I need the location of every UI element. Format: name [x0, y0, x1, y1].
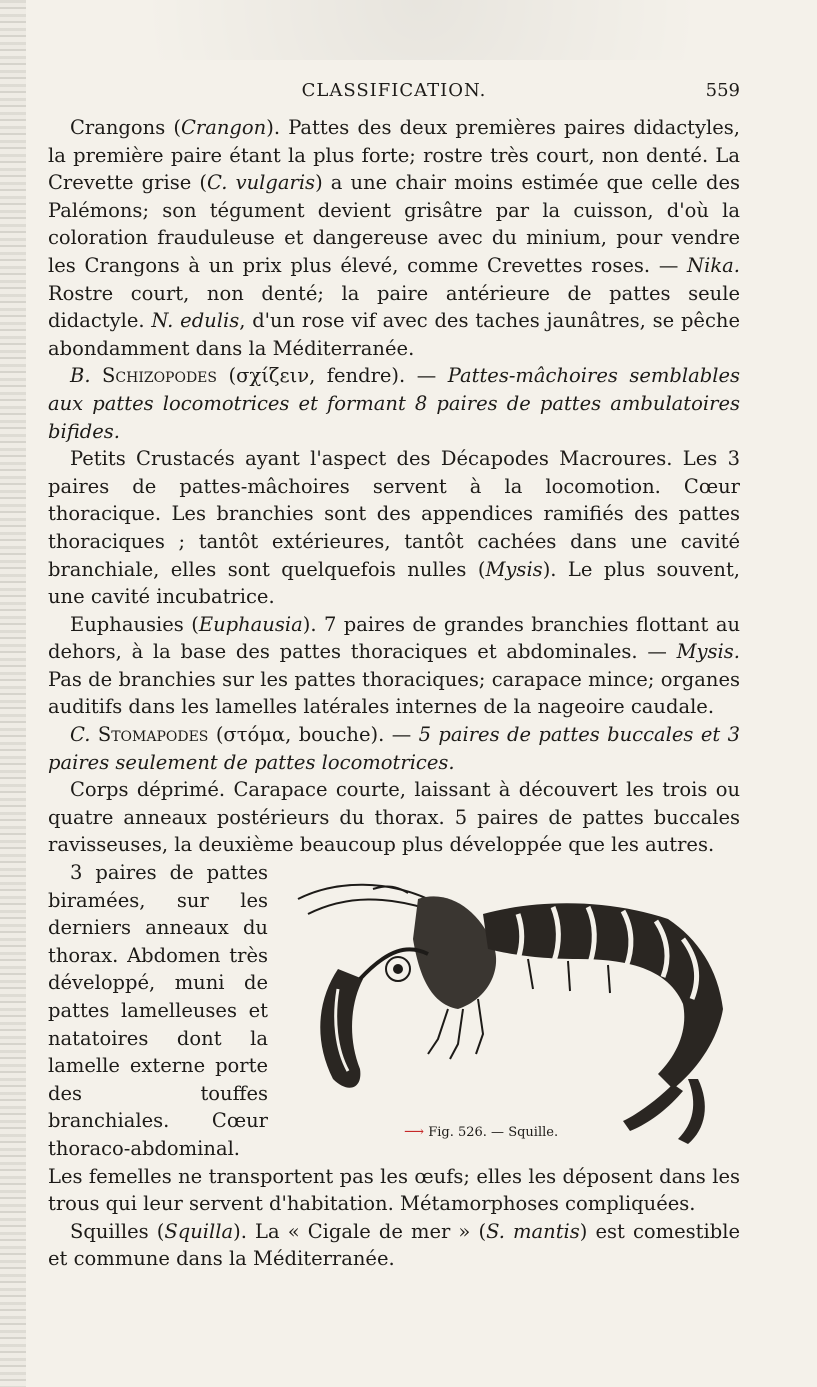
text-span: ). La « Cigale de mer » ( [233, 1219, 487, 1243]
italic-genus: Squilla [164, 1219, 234, 1243]
italic-genus: Mysis. [676, 640, 740, 664]
paragraph-squilles [48, 1218, 740, 1273]
text-span: ) est comestible et commune dans la Méditerranée. [48, 1219, 741, 1271]
section-b-heading [48, 362, 740, 445]
etymology: (στόμα, bouche). — [215, 723, 419, 747]
italic-species: C. vulgaris [207, 171, 316, 195]
section-name: Stomapodes [97, 723, 209, 747]
page-edge [0, 0, 26, 1387]
text-span: Rostre court, non denté; la paire antérieure de pattes seule didactyle. [48, 281, 740, 333]
text-span: ). 7 paires de grandes branchies flottant au dehors, à la base des pattes thoraciques et abdominales. — [48, 612, 740, 664]
text-span: Squilles ( [70, 1219, 165, 1243]
text-span: ) a une chair moins estimée que celle des Palémons; son tégument devient grisâtre par la cuisson, d'où la coloration frauduleuse et dangereuse avec du minium, pour vendre les Crangons à un prix plus élevé, comme Crevettes roses. — [48, 171, 740, 277]
body-text [48, 114, 740, 1273]
section-letter: B. [70, 364, 91, 388]
text-span: ). Le plus souvent, une cavité incubatrice. [48, 557, 740, 609]
paragraph-corps-deprime: Corps déprimé. Carapace courte, laissant à découvert les trois ou quatre anneaux postérieurs du thorax. 5 paires de pattes buccales ravisseuses, la deuxième beaucoup plus développée que les autres. [48, 778, 740, 857]
section-definition: Pattes-mâchoires semblables aux pattes locomotrices et formant 8 paires de pattes ambulatoires bifides. [48, 364, 741, 443]
text-span: ). Pattes des deux premières paires didactyles, la première paire étant la plus forte; rostre très court, non denté. La Crevette grise ( [48, 116, 740, 195]
text-span: Crangons ( [70, 116, 181, 139]
text-span: Petits Crustacés ayant l'aspect des Décapodes Macroures. Les 3 paires de pattes-mâchoires servent à la locomotion. Cœur thoracique. Les branchies sont des appendices ramifiés des pattes thoraciques ; tantôt extérieures, tantôt cachées dans une cavité branchiale, elles sont quelquefois nulles ( [48, 447, 740, 581]
squilla-illustration [278, 859, 740, 1151]
italic-genus: Euphausia [198, 612, 303, 636]
section-letter: C. [70, 723, 91, 747]
text-span: Euphausies ( [70, 612, 199, 636]
italic-genus: Nika. [687, 253, 740, 277]
figure-caption [404, 1119, 558, 1147]
section-definition: 5 paires de pattes buccales et 3 paires seulement de pattes locomotrices. [48, 723, 740, 774]
paragraph-pattes-biramees: 3 paires de pattes biramées, sur les derniers anneaux du thorax. Abdomen très développé, muni de pattes lamelleuses et natatoires dont la lamelle externe porte des touffes branchiales. Cœur thoraco-abdominal. Les femelles ne transportent pas les œufs; elles les déposent dans les trous qui leur servent d'habitation. Métamorphoses compliquées. [48, 861, 740, 1216]
arrow-icon: ⟶ [404, 1124, 425, 1141]
paragraph-crangons [48, 114, 740, 362]
running-header [48, 80, 740, 106]
figure-squille [278, 859, 740, 1151]
italic-species: S. mantis [486, 1219, 580, 1243]
etymology: (σχίζειν, fendre). — [228, 364, 448, 388]
running-title: CLASSIFICATION. [301, 80, 487, 101]
text-span: Pas de branchies sur les pattes thoraciques; carapace mince; organes auditifs dans les lamelles latérales internes de la nageoire caudale. [48, 667, 740, 719]
section-c-heading [48, 721, 740, 776]
caption-text: Fig. 526. — Squille. [428, 1125, 559, 1141]
page-number: 559 [705, 80, 740, 101]
italic-species: N. edulis [151, 309, 240, 333]
italic-genus: Crangon [181, 116, 267, 139]
page-top-shading [26, 0, 817, 60]
paragraph-euphausies [48, 611, 740, 721]
paragraph-petits-crustaces [48, 445, 740, 611]
section-name: Schizopodes [102, 364, 217, 388]
italic-genus: Mysis [485, 557, 543, 581]
text-span: , d'un rose vif avec des taches jaunâtres, se pêche abondamment dans la Méditerranée. [48, 309, 740, 360]
